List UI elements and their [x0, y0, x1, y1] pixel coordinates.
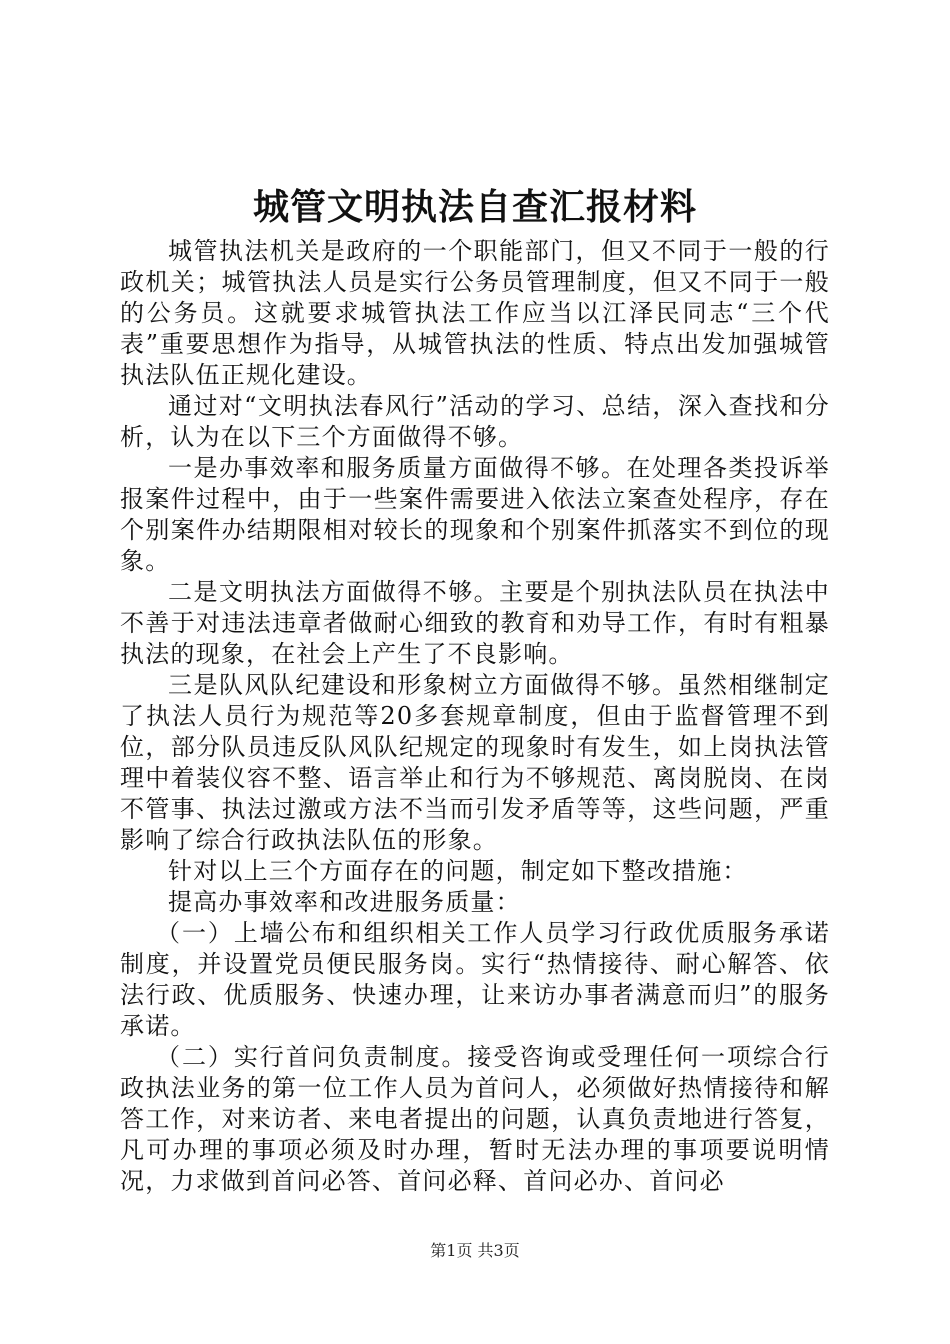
paragraph-intro: 城管执法机关是政府的一个职能部门，但又不同于一般的行政机关；城管执法人员是实行公务员管理制度，但又不同于一般的公务员。这就要求城管执法工作应当以江泽民同志“三个代表”重要思想作为指导，从城管执法的性质、特点出发加强城管执法队伍正规化建设。	[120, 237, 830, 389]
document-body	[120, 236, 830, 1197]
paragraph-measure-two: （二）实行首问负责制度。接受咨询或受理任何一项综合行政执法业务的第一位工作人员为首问人，必须做好热情接待和解答工作，对来访者、来电者提出的问题，认真负责地进行答复，凡可办理的事项必须及时办理，暂时无法办理的事项要说明情况，力求做到首问必答、首问必释、首问必办、首问必	[120, 1043, 830, 1195]
document-title: 城管文明执法自查汇报材料	[252, 186, 697, 228]
paragraph-measures-heading: 提高办事效率和改进服务质量：	[168, 888, 521, 916]
paragraph-issue-two: 二是文明执法方面做得不够。主要是个别执法队员在执法中不善于对违法违章者做耐心细致的教育和劝导工作，有时有粗暴执法的现象，在社会上产生了不良影响。	[120, 578, 830, 668]
paragraph-measures-intro: 针对以上三个方面存在的问题，制定如下整改措施：	[168, 857, 748, 885]
paragraph-review: 通过对“文明执法春风行”活动的学习、总结，深入查找和分析，认为在以下三个方面做得不够。	[120, 392, 830, 451]
page-number-footer: 第1页 共3页	[430, 1241, 520, 1260]
paragraph-measure-one: （一）上墙公布和组织相关工作人员学习行政优质服务承诺制度，并设置党员便民服务岗。实行“热情接待、耐心解答、依法行政、优质服务、快速办理，让来访办事者满意而归”的服务承诺。	[120, 919, 830, 1040]
paragraph-issue-one: 一是办事效率和服务质量方面做得不够。在处理各类投诉举报案件过程中，由于一些案件需要进入依法立案查处程序，存在个别案件办结期限相对较长的现象和个别案件抓落实不到位的现象。	[120, 454, 830, 575]
paragraph-issue-three: 三是队风队纪建设和形象树立方面做得不够。虽然相继制定了执法人员行为规范等20多套规章制度，但由于监督管理不到位，部分队员违反队风队纪规定的现象时有发生，如上岗执法管理中着装仪容不整、语言举止和行为不够规范、离岗脱岗、在岗不管事、执法过激或方法不当而引发矛盾等等，这些问题，严重影响了综合行政执法队伍的形象。	[120, 671, 830, 854]
